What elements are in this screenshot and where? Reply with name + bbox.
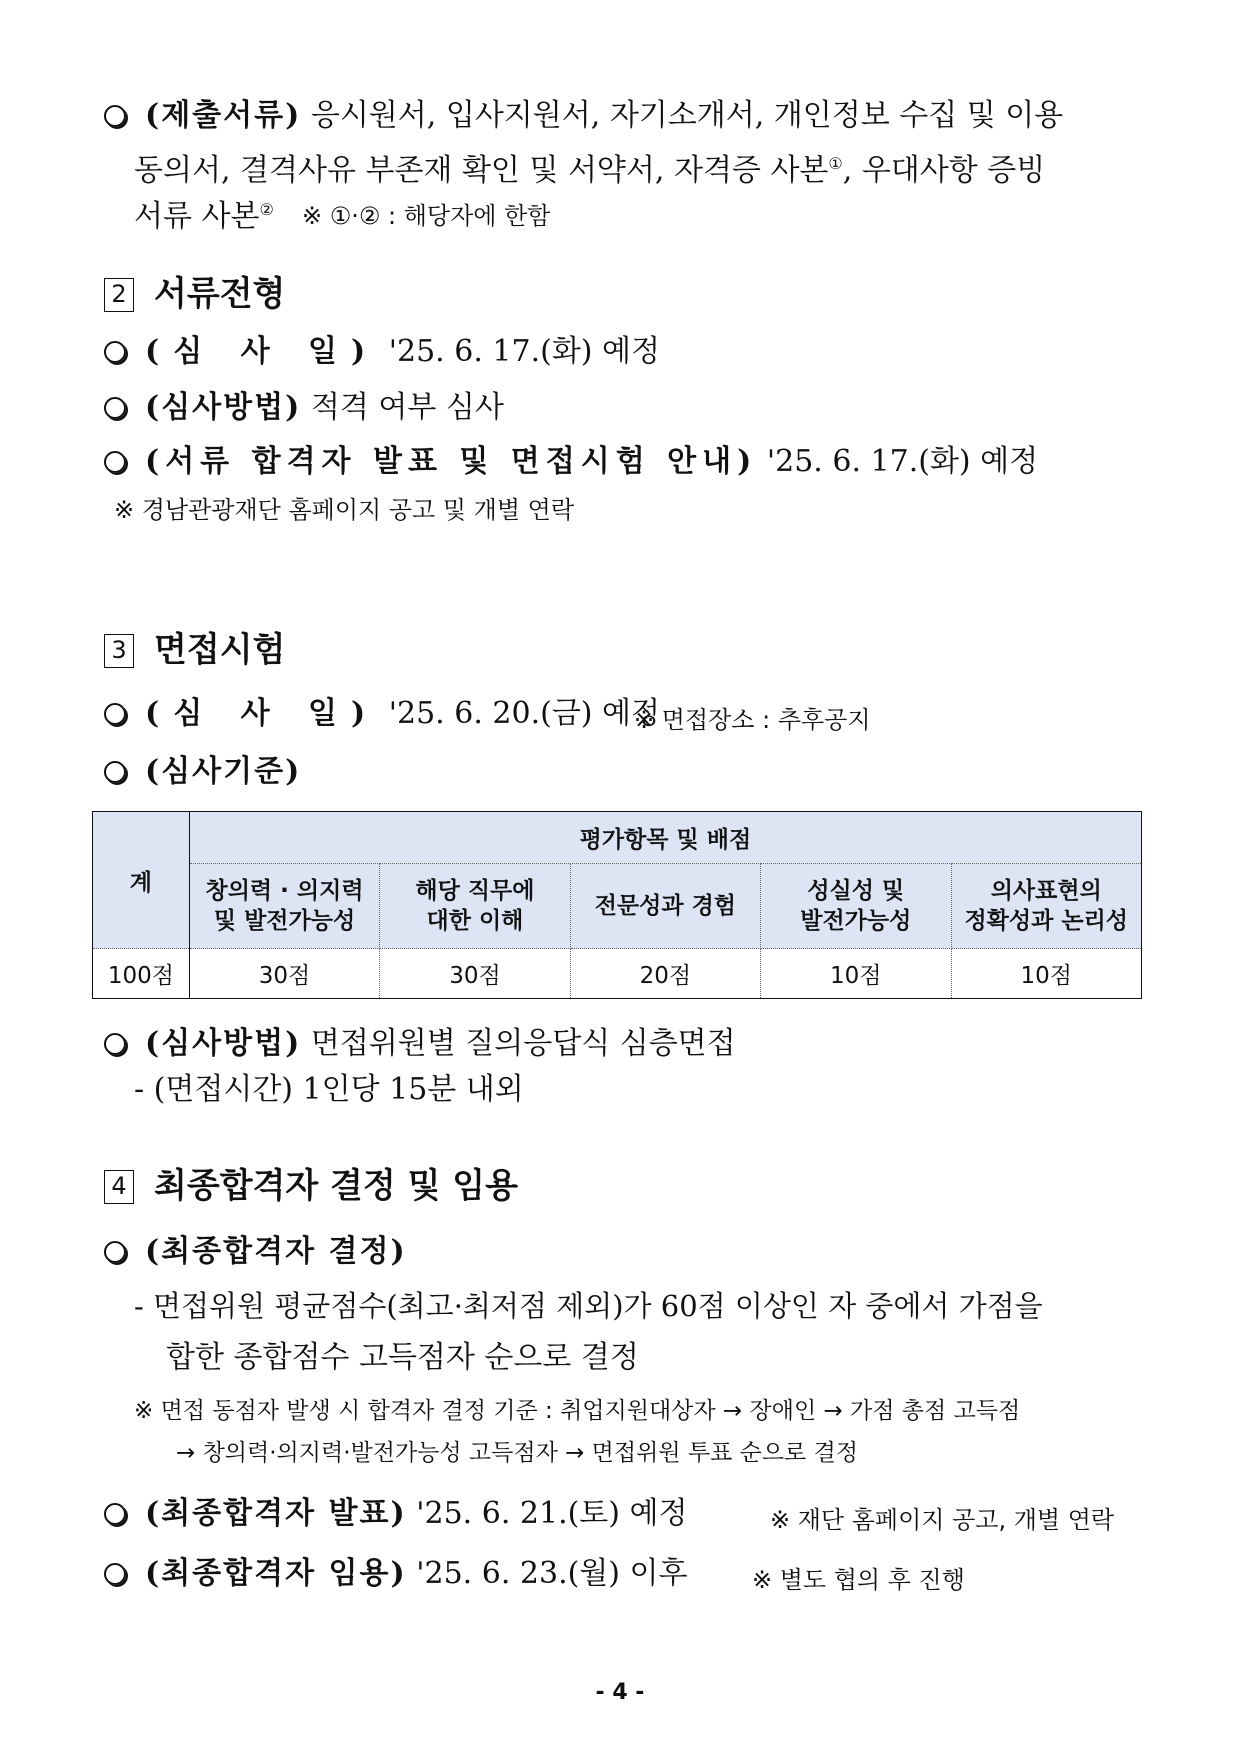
section-number-box: 3 bbox=[104, 634, 134, 668]
section-title: 최종합격자 결정 및 임용 bbox=[154, 1166, 518, 1206]
criteria-header-expression: 의사표현의 정확성과 논리성 bbox=[951, 864, 1142, 949]
circle-bullet-icon bbox=[104, 761, 126, 783]
item-head: (심사방법) bbox=[145, 390, 302, 425]
circle-bullet-icon bbox=[104, 1503, 126, 1525]
circle-bullet-icon bbox=[104, 703, 126, 725]
criteria-header-expertise: 전문성과 경험 bbox=[570, 864, 760, 949]
circle-bullet-icon bbox=[104, 1033, 126, 1055]
appoint-note: ※ 별도 협의 후 진행 bbox=[752, 1566, 965, 1594]
submission-note: ※ ①·② : 해당자에 한함 bbox=[302, 202, 551, 230]
total-header: 계 bbox=[93, 812, 190, 949]
section-title: 서류전형 bbox=[154, 274, 286, 314]
item-text: 면접위원별 질의응답식 심층면접 bbox=[301, 1026, 736, 1061]
score-cell: 10점 bbox=[951, 949, 1142, 999]
item-head: (최종합격자 발표) bbox=[145, 1496, 407, 1531]
item-head: (서류 합격자 발표 및 면접시험 안내) bbox=[145, 444, 758, 479]
item-head: (최종합격자 임용) bbox=[145, 1556, 407, 1591]
score-cell: 30점 bbox=[380, 949, 570, 999]
section-number-box: 2 bbox=[104, 278, 134, 312]
circle-bullet-icon bbox=[104, 1563, 126, 1585]
circle-bullet-icon bbox=[104, 451, 126, 473]
submission-line1: 응시원서, 입사지원서, 자기소개서, 개인정보 수집 및 이용 bbox=[301, 98, 1064, 133]
section2-note: ※ 경남관광재단 홈페이지 공고 및 개별 연락 bbox=[114, 496, 575, 524]
venue-note: ※ 면접장소 : 추후공지 bbox=[634, 706, 871, 734]
group-header: 평가항목 및 배점 bbox=[189, 812, 1141, 864]
superscript-1: ① bbox=[828, 154, 843, 173]
tie-note2: → 창의력·의지력·발전가능성 고득점자 → 면접위원 투표 순으로 결정 bbox=[176, 1440, 859, 1466]
criteria-header-job-understanding: 해당 직무에 대한 이해 bbox=[380, 864, 570, 949]
score-cell: 10점 bbox=[761, 949, 951, 999]
evaluation-criteria-table bbox=[92, 811, 1142, 999]
section-title: 면접시험 bbox=[154, 630, 286, 670]
submission-head: (제출서류) bbox=[145, 98, 302, 133]
item-text: '25. 6. 23.(월) 이후 bbox=[406, 1556, 688, 1591]
item-text: '25. 6. 21.(토) 예정 bbox=[406, 1496, 688, 1531]
decision-line2: 합한 종합점수 고득점자 순으로 결정 bbox=[166, 1340, 639, 1375]
criteria-header-creativity: 창의력 · 의지력 및 발전가능성 bbox=[189, 864, 379, 949]
submission-line2-tail: , 우대사항 증빙 bbox=[842, 153, 1046, 188]
item-text: '25. 6. 17.(화) 예정 bbox=[757, 444, 1039, 479]
item-text: '25. 6. 20.(금) 예정 bbox=[379, 696, 661, 731]
item-text: '25. 6. 17.(화) 예정 bbox=[379, 334, 661, 369]
total-value: 100점 bbox=[93, 949, 190, 999]
interview-time: - (면접시간) 1인당 15분 내외 bbox=[134, 1072, 524, 1107]
item-head: (최종합격자 결정) bbox=[145, 1234, 407, 1269]
circle-bullet-icon bbox=[104, 397, 126, 419]
page-number: - 4 - bbox=[595, 1680, 645, 1705]
item-text: 적격 여부 심사 bbox=[301, 390, 504, 425]
circle-bullet-icon bbox=[104, 105, 126, 127]
announce-note: ※ 재단 홈페이지 공고, 개별 연락 bbox=[770, 1506, 1115, 1534]
item-head: (심 사 일) bbox=[145, 334, 380, 369]
item-head: (심사기준) bbox=[145, 754, 302, 789]
decision-line1: - 면접위원 평균점수(최고·최저점 제외)가 60점 이상인 자 중에서 가점을 bbox=[134, 1289, 1043, 1323]
score-cell: 20점 bbox=[570, 949, 760, 999]
tie-note1: ※ 면접 동점자 발생 시 합격자 결정 기준 : 취업지원대상자 → 장애인 → 가점 총점 고득점 bbox=[134, 1398, 1021, 1424]
section-number-box: 4 bbox=[104, 1170, 134, 1204]
circle-bullet-icon bbox=[104, 341, 126, 363]
score-cell: 30점 bbox=[189, 949, 379, 999]
circle-bullet-icon bbox=[104, 1241, 126, 1263]
criteria-header-sincerity: 성실성 및 발전가능성 bbox=[761, 864, 951, 949]
submission-line2-text: 동의서, 결격사유 부존재 확인 및 서약서, 자격증 사본 bbox=[134, 153, 829, 188]
submission-line3-text: 서류 사본 bbox=[134, 199, 260, 234]
superscript-2: ② bbox=[259, 200, 274, 219]
item-head: (심 사 일) bbox=[145, 696, 380, 731]
item-head: (심사방법) bbox=[145, 1026, 302, 1061]
